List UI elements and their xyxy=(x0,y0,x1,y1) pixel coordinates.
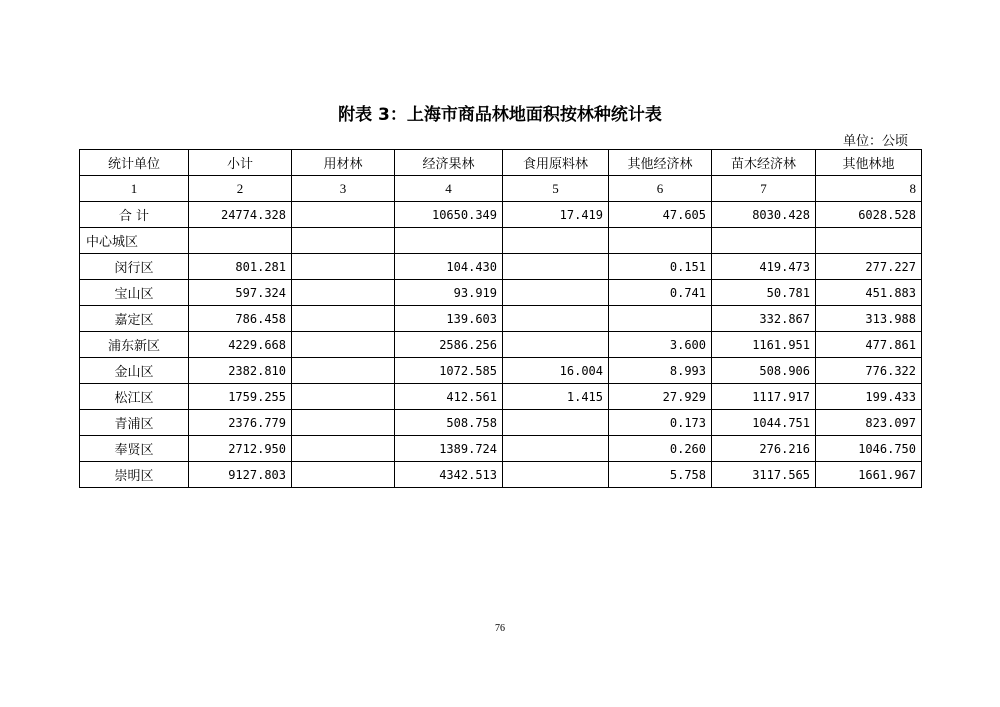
table-cell: 3117.565 xyxy=(712,462,816,488)
table-cell xyxy=(503,228,609,254)
table-cell: 0.151 xyxy=(609,254,712,280)
table-cell: 313.988 xyxy=(816,306,922,332)
table-cell: 4342.513 xyxy=(395,462,503,488)
unit-label: 单位：公顷 xyxy=(842,134,908,149)
table-cell: 2586.256 xyxy=(395,332,503,358)
table-cell xyxy=(292,462,395,488)
table-cell xyxy=(189,228,292,254)
table-cell: 1389.724 xyxy=(395,436,503,462)
table-cell: 1.415 xyxy=(503,384,609,410)
table-cell: 6028.528 xyxy=(816,202,922,228)
table-cell: 27.929 xyxy=(609,384,712,410)
table-row xyxy=(80,384,922,410)
table-cell: 1072.585 xyxy=(395,358,503,384)
table-cell xyxy=(292,436,395,462)
table-cell: 1661.967 xyxy=(816,462,922,488)
column-header: 经济果林 xyxy=(395,150,503,176)
table-cell xyxy=(292,332,395,358)
table-cell: 823.097 xyxy=(816,410,922,436)
header-row xyxy=(80,150,922,176)
table-row xyxy=(80,332,922,358)
row-label: 金山区 xyxy=(80,358,189,384)
table-cell xyxy=(292,202,395,228)
table-title: 附表 3：上海市商品林地面积按林种统计表 xyxy=(338,105,662,125)
table-cell: 0.173 xyxy=(609,410,712,436)
table-cell: 17.419 xyxy=(503,202,609,228)
table-cell: 1046.750 xyxy=(816,436,922,462)
column-index: 1 xyxy=(80,176,189,202)
table-cell xyxy=(292,254,395,280)
table-row xyxy=(80,436,922,462)
table-cell: 104.430 xyxy=(395,254,503,280)
table-cell: 2382.810 xyxy=(189,358,292,384)
table-cell: 477.861 xyxy=(816,332,922,358)
table-cell xyxy=(503,254,609,280)
table-cell: 47.605 xyxy=(609,202,712,228)
column-index: 6 xyxy=(609,176,712,202)
table-cell: 277.227 xyxy=(816,254,922,280)
table-cell: 9127.803 xyxy=(189,462,292,488)
row-label: 中心城区 xyxy=(80,228,189,254)
table-cell: 332.867 xyxy=(712,306,816,332)
row-label: 合 计 xyxy=(80,202,189,228)
column-header: 用材林 xyxy=(292,150,395,176)
table-cell xyxy=(292,358,395,384)
table-cell: 801.281 xyxy=(189,254,292,280)
table-cell: 451.883 xyxy=(816,280,922,306)
table-cell: 8030.428 xyxy=(712,202,816,228)
table-cell: 0.741 xyxy=(609,280,712,306)
table-cell xyxy=(609,228,712,254)
row-label: 闵行区 xyxy=(80,254,189,280)
table-cell: 276.216 xyxy=(712,436,816,462)
forest-statistics-table xyxy=(79,149,922,488)
row-label: 浦东新区 xyxy=(80,332,189,358)
table-row xyxy=(80,358,922,384)
table-cell: 1759.255 xyxy=(189,384,292,410)
column-index: 2 xyxy=(189,176,292,202)
table-cell xyxy=(816,228,922,254)
table-cell: 5.758 xyxy=(609,462,712,488)
row-label: 嘉定区 xyxy=(80,306,189,332)
table-cell: 508.906 xyxy=(712,358,816,384)
table-cell: 508.758 xyxy=(395,410,503,436)
column-header: 其他林地 xyxy=(816,150,922,176)
row-label: 青浦区 xyxy=(80,410,189,436)
table-cell xyxy=(503,462,609,488)
table-cell xyxy=(292,228,395,254)
table-cell: 2376.779 xyxy=(189,410,292,436)
column-header: 食用原料林 xyxy=(503,150,609,176)
table-row xyxy=(80,280,922,306)
table-cell: 199.433 xyxy=(816,384,922,410)
table-cell: 139.603 xyxy=(395,306,503,332)
table-cell: 1044.751 xyxy=(712,410,816,436)
table-row xyxy=(80,254,922,280)
table-cell: 786.458 xyxy=(189,306,292,332)
column-header: 苗木经济林 xyxy=(712,150,816,176)
table-cell: 24774.328 xyxy=(189,202,292,228)
table-row xyxy=(80,410,922,436)
table-cell xyxy=(503,332,609,358)
table-cell: 50.781 xyxy=(712,280,816,306)
table-row xyxy=(80,306,922,332)
table-cell: 2712.950 xyxy=(189,436,292,462)
table-cell: 0.260 xyxy=(609,436,712,462)
table-cell xyxy=(292,384,395,410)
table-cell: 16.004 xyxy=(503,358,609,384)
row-label: 松江区 xyxy=(80,384,189,410)
table-cell xyxy=(292,280,395,306)
column-index-row xyxy=(80,176,922,202)
table-cell: 1161.951 xyxy=(712,332,816,358)
table-cell: 3.600 xyxy=(609,332,712,358)
row-label: 崇明区 xyxy=(80,462,189,488)
table-cell xyxy=(712,228,816,254)
table-cell: 776.322 xyxy=(816,358,922,384)
table-cell xyxy=(503,280,609,306)
table-cell: 419.473 xyxy=(712,254,816,280)
table-cell: 93.919 xyxy=(395,280,503,306)
column-index: 5 xyxy=(503,176,609,202)
page-number: 76 xyxy=(495,623,505,634)
table-cell xyxy=(292,410,395,436)
table-cell xyxy=(503,410,609,436)
table-cell: 1117.917 xyxy=(712,384,816,410)
column-index: 3 xyxy=(292,176,395,202)
column-header: 小计 xyxy=(189,150,292,176)
column-header: 统计单位 xyxy=(80,150,189,176)
row-label: 宝山区 xyxy=(80,280,189,306)
table-row xyxy=(80,228,922,254)
table-cell: 8.993 xyxy=(609,358,712,384)
column-index: 4 xyxy=(395,176,503,202)
row-label: 奉贤区 xyxy=(80,436,189,462)
table-cell xyxy=(503,306,609,332)
column-header: 其他经济林 xyxy=(609,150,712,176)
column-index: 7 xyxy=(712,176,816,202)
table-cell xyxy=(395,228,503,254)
table-cell xyxy=(609,306,712,332)
table-row xyxy=(80,462,922,488)
column-index: 8 xyxy=(816,176,922,202)
table-cell: 412.561 xyxy=(395,384,503,410)
table-cell: 597.324 xyxy=(189,280,292,306)
table-cell xyxy=(292,306,395,332)
table-cell: 10650.349 xyxy=(395,202,503,228)
table-cell xyxy=(503,436,609,462)
table-row xyxy=(80,202,922,228)
table-cell: 4229.668 xyxy=(189,332,292,358)
